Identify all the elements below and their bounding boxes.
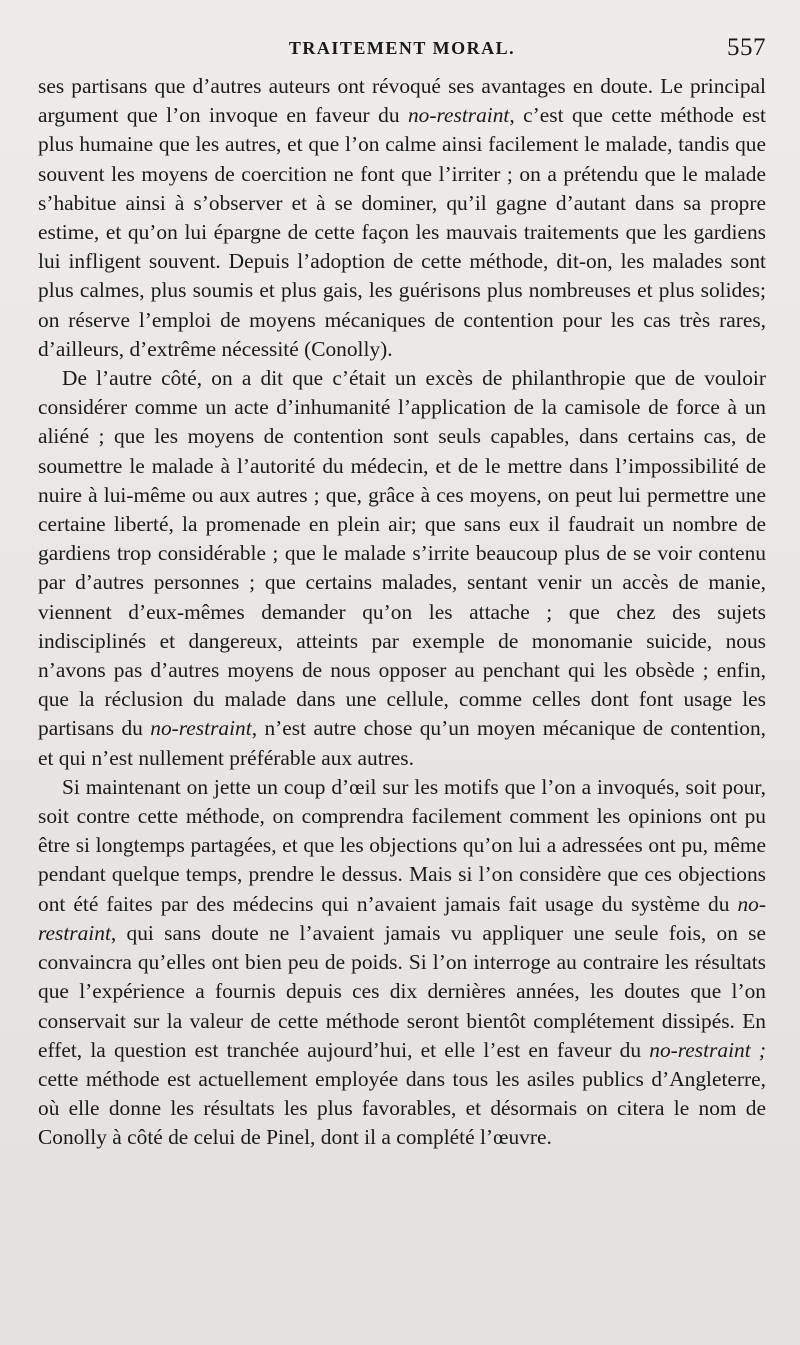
- text-run: cette méthode est actuellement employée dans tous les asiles publics d’Angleterre, où elle donne les résultats les plus favorables, et désormais on citera le nom de Conolly à côté de celui de Pinel, dont il a complété l’œuvre.: [38, 1066, 766, 1150]
- running-title: TRAITEMENT MORAL.: [288, 38, 516, 58]
- text-run: Si maintenant on jette un coup d’œil sur les motifs que l’on a invoqués, soit pour, soit contre cette méthode, on comprendra facilement comment les opinions ont pu être si longtemps partagées, et que les objections qu’on lui a adressées ont pu, même pendant quelque temps, prendre le dessus. Mais si l’on considère que ces objections ont été faites par des médecins qui n’avaient jamais fait usage du système du: [38, 774, 766, 916]
- paragraph-3: [38, 773, 766, 1153]
- text-run: , c’est que cette méthode est plus humaine que les autres, et que l’on calme ainsi facilement le malade, tandis que souvent les moyens de coercition ne font que l’irriter ; on a prétendu que le malade s’habitue ainsi à s’observer et à se dominer, qu’il gagne d’autant dans sa propre estime, et qu’on lui épargne de cette façon les mauvais traitements que les gardiens lui infligent souvent. Depuis l’adoption de cette méthode, dit-on, les malades sont plus calmes, plus soumis et plus gais, les guérisons plus nombreuses et plus solides; on réserve l’emploi de moyens mécaniques de contention pour les cas très rares, d’ailleurs, d’extrême nécessité (Conolly).: [38, 103, 766, 361]
- italic-term: no-restraint: [407, 103, 510, 128]
- italic-term: no-restraint: [150, 716, 252, 741]
- body-text: [38, 72, 766, 1153]
- text-run: De l’autre côté, on a dit que c’était un excès de philanthropie que de vouloir considérer comme un acte d’inhumanité l’application de la camisole de force à un aliéné ; que les moyens de contention sont seuls capables, dans certains cas, de soumettre le malade à l’autorité du médecin, et de le mettre dans l’impossibilité de nuire à lui-même ou aux autres ; que, grâce à ces moyens, on peut lui permettre une certaine liberté, la promenade en plein air; que sans eux il faudrait un nombre de gardiens trop considérable ; que le malade s’irrite beaucoup plus de se voir contenu par d’autres personnes ; que certains malades, sentant venir un accès de manie, viennent d’eux-mêmes demander qu’on les attache ; que chez des sujets indisciplinés et dangereux, atteints par exemple de monomanie suicide, nous n’avons pas d’autres moyens de nous opposer au penchant qui les obsède ; enfin, que la réclusion du malade dans une cellule, comme celles dont font usage les partisans du: [38, 366, 766, 741]
- paragraph-1: [38, 72, 766, 364]
- text-run: , qui sans doute ne l’avaient jamais vu appliquer une seule fois, on se convaincra qu’elles ont bien peu de poids. Si l’on interroge au contraire les résultats que l’expérience a fournis depuis ces dix dernières années, les doutes que l’on conservait sur la valeur de cette méthode seront bientôt complétement dissipés. En effet, la question est tranchée aujourd’hui, et elle l’est en faveur du: [38, 920, 766, 1062]
- text-run: , n’est autre chose qu’un moyen mécanique de contention, et qui n’est nullement préférable aux autres.: [38, 716, 766, 770]
- running-head: [38, 34, 766, 72]
- page-number: 557: [727, 34, 766, 61]
- paragraph-2: [38, 364, 766, 773]
- italic-term: no-restraint: [38, 891, 766, 945]
- text-run: ses partisans que d’autres auteurs ont révoqué ses avantages en doute. Le principal argument que l’on invoque en faveur du: [38, 74, 766, 128]
- italic-term: no-restraint ;: [649, 1037, 766, 1062]
